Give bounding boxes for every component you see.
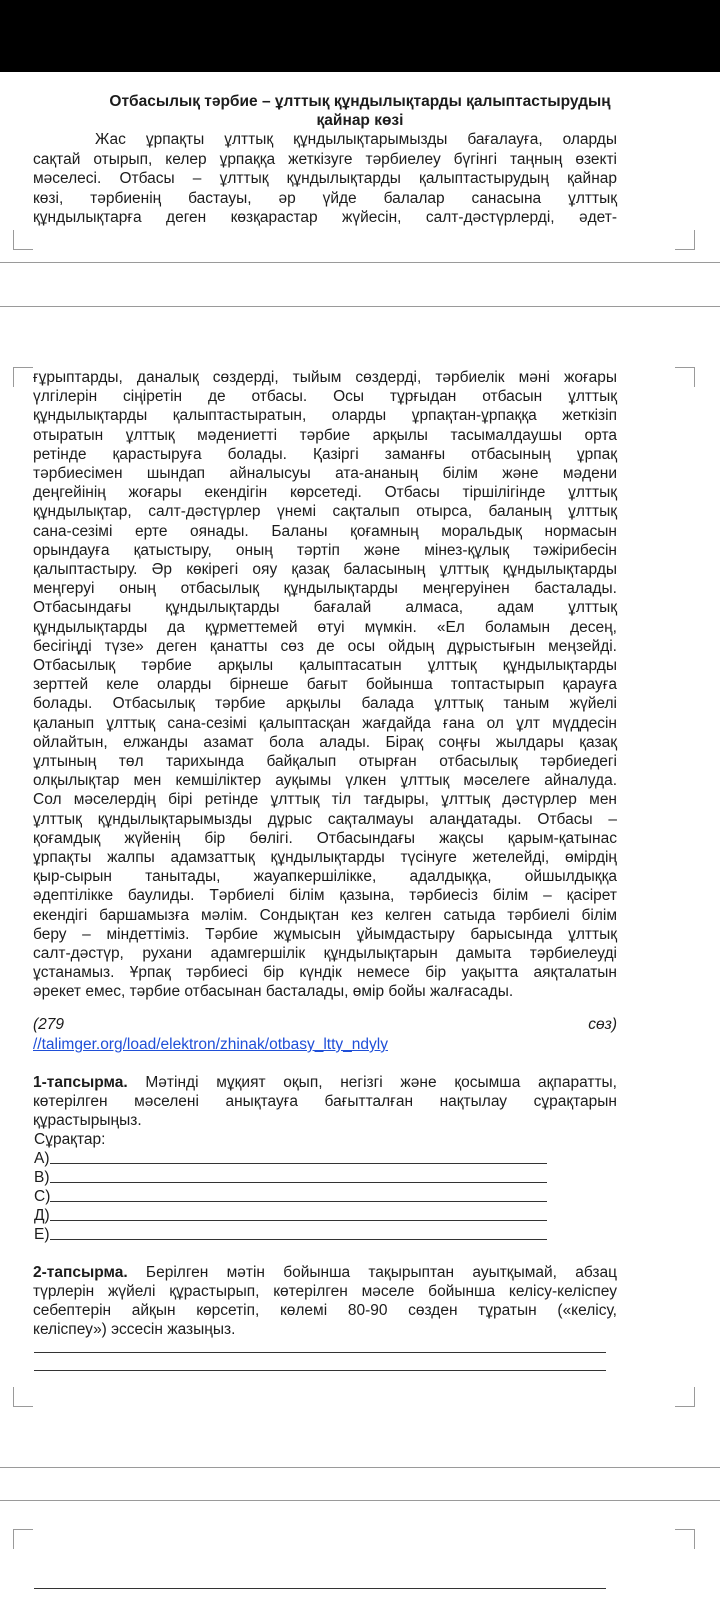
task1-line2: көтерілген мәселені анықтауға бағытталған нақтылау сұрақтарын (33, 1093, 617, 1110)
answer-blank-c[interactable] (50, 1201, 547, 1202)
paragraph-line: құндылықтарды қалыптастыратын, оларды ұрпақтан-ұрпаққа жеткізіп (33, 407, 617, 425)
task1-label: 1-тапсырма. (33, 1074, 128, 1091)
paragraph-line: қыр-сырын танытады, жауапкершілікке, адалдыққа, ойшылдыққа (33, 868, 617, 886)
paragraph-line: болады. Отбасылық тәрбие арқылы балада ұлттық таным жүйелі (33, 695, 617, 713)
paragraph-line: зерттей келе оларды бірнеше бағыт бойынша топтастырып қарауға (33, 676, 617, 694)
task2-line2: түрлерін жүйелі құрастырып, көтерілген мәселе бойынша келісу-келіспеу (33, 1283, 617, 1300)
answer-label-c: С) (34, 1188, 51, 1205)
answer-label-a: А) (34, 1150, 50, 1167)
paragraph-line: құндылықтарға деген көзқарастар жүйесін, салт-дәстүрлерді, әдет- (33, 209, 617, 226)
task2-text: Берілген мәтін бойынша тақырыптан ауытқымай, абзац (127, 1264, 617, 1281)
paragraph-line: ұстанамыз. Ұрпақ тәрбиесі бір күндік немесе бір уақытта аяқталатын (33, 964, 617, 982)
paragraph-line: үлгілерін сіңіретін де отбасы. Осы тұрғыдан отбасын ұлттық (33, 388, 617, 406)
paragraph-line: беру – міндеттіміз. Тәрбие жұмысын ұйымдастыру барысында ұлттық (33, 925, 617, 943)
paragraph-line: салт-дәстүр, рухани адамгершілік құндылықтарын дамыта тәрбиелеуді (33, 945, 617, 962)
paragraph-line: мәселесі. Отбасы – ұлттық құндылықтарды қалыптастырудың қайнар (33, 170, 617, 187)
page-corner-mark (13, 1529, 33, 1549)
page-bottom-edge (0, 262, 720, 263)
task2-line4: келіспеу») эссесін жазыңыз. (33, 1321, 236, 1338)
task2-label: 2-тапсырма. (33, 1264, 128, 1281)
paragraph-line: қалыптастыру. Әр көкірегі ояу қазақ баласының ұлттық құндылықтарды (33, 561, 617, 578)
paragraph-line: екендігі баршамызға мәлім. Сондықтан кез келген сатыда тәрбиелі білім (33, 906, 617, 924)
paragraph-line: олқылықтар мен кемшіліктер ауқымы үлкен ұлттық мәселеге айналуда. (33, 772, 617, 790)
answer-label-e: Е) (34, 1226, 50, 1243)
source-link[interactable]: //talimger.org/load/elektron/zhinak/otbasy_ltty_ndyly (33, 1036, 388, 1053)
page-bottom-edge (0, 1467, 720, 1468)
paragraph-line: сана-сезімі ерте оянады. Баланы қоғамның моральдық нормасын (33, 522, 617, 540)
paragraph-line: бесігіңді түзе» деген қанатты сөз де осы ойдың дұрыстығын меңзейді. (33, 637, 617, 655)
essay-blank-line[interactable] (34, 1352, 606, 1353)
word-count: (279 сөз) (33, 1016, 617, 1033)
paragraph-line: қаланып ұлттық сана-сезімі қалыптасқан жағдайда ғана ол ұлт мүддесін (33, 714, 617, 732)
paragraph-line: Отбасылық тәрбие арқылы қалыптасатын ұлттық құндылықтарды (33, 657, 617, 674)
answer-blank-d[interactable] (50, 1220, 547, 1221)
paragraph-line: көзі, тәрбиенің бастауы, әр үйде балалар санасына ұлттық (33, 190, 617, 207)
page-top-edge (0, 1500, 720, 1501)
paragraph-line: ұлттық құндылықтарымызды дұрыс сақталмауы алаңдатады. Отбасы – (33, 810, 617, 828)
answer-blank-b[interactable] (50, 1182, 547, 1183)
status-bar (0, 0, 720, 72)
essay-blank-line[interactable] (34, 1370, 606, 1371)
task2-line3: себептерін айқын көрсетіп, көлемі 80-90 сөзден тұратын («келісу, (33, 1302, 617, 1319)
task1-line3: құрастырыңыз. (33, 1112, 142, 1129)
paragraph-line: Жас ұрпақты ұлттық құндылықтарымызды бағалауға, оларды (95, 131, 617, 148)
paragraph-line: Отбасындағы құндылықтарды бағалай алмаса, адам ұлттық (33, 599, 617, 617)
paragraph-line: ойлайтын, елжанды азамат бола алады. Бірақ соңғы жылдары қазақ (33, 733, 617, 751)
paragraph-line: отыратын ұлттық мәдениетті тәрбие арқылы тасымалдаушы орта (33, 426, 617, 444)
paragraph-line: тәрбиесімен шындап айналысуы ата-ананың білім және мәдени (33, 465, 617, 482)
page-corner-mark (675, 230, 695, 250)
paragraph-line: ретінде қарастыруға болады. Қазіргі заманғы отбасының ұрпақ (33, 445, 617, 463)
paragraph-line: ғұрыптарды, даналық сөздерді, тыйым сөздерді, тәрбиелік мәні жоғары (33, 369, 617, 386)
paragraph-line: сақтай отырып, келер ұрпаққа жеткізуге тәрбиелеу бүгінгі таңның өзекті (33, 151, 617, 168)
paragraph-line: қоғамдық жүйенің бір бөлігі. Отбасындағы жақсы қарым-қатынас (33, 829, 617, 847)
paragraph-line: ұрпақты жалпы адамзаттық құндылықтарды түсінуге жетелейді, өмірдің (33, 849, 617, 866)
page-corner-mark (675, 1387, 695, 1407)
page-corner-mark (675, 1529, 695, 1549)
answer-blank-e[interactable] (50, 1239, 547, 1240)
document-title-line1: Отбасылық тәрбие – ұлттық құндылықтарды қалыптастырудың (109, 93, 611, 110)
paragraph-line: әдептілікке баулиды. Тәрбиелі білім қазына, тәрбиесіз білім – қасірет (33, 887, 617, 905)
paragraph-line: әрекет емес, тәрбие отбасынан басталады, өмір бойы жалғасады. (33, 983, 514, 1001)
task1-text: Мәтінді мұқият оқып, негізгі және қосымша ақпаратты, (127, 1074, 617, 1091)
answer-label-d: Д) (34, 1207, 50, 1224)
paragraph-line: деңгейінің жоғары екендігін көрсетеді. Отбасы тіршілігінде ұлттық (33, 484, 617, 502)
page-corner-mark (13, 1387, 33, 1407)
paragraph-line: құндылықтар, салт-дәстүрлер үнемі сақталып отырса, баланың ұлттық (33, 503, 617, 521)
page3-blank-line[interactable] (34, 1588, 606, 1589)
document-title-line2: қайнар көзі (316, 112, 404, 129)
page-corner-mark (13, 367, 33, 387)
task1-line1 (33, 1073, 617, 1093)
page-top-edge (0, 306, 720, 307)
answer-label-b: В) (34, 1169, 50, 1186)
task2-line1 (33, 1263, 617, 1283)
page-corner-mark (13, 230, 33, 250)
paragraph-line: меңгеруі оның отбасылық құндылықтарды меңгеруінен басталады. (33, 580, 617, 598)
paragraph-line: ұлтының төл тарихында байқалып отырған отбасылық тәрбиедегі (33, 753, 617, 770)
questions-label: Сұрақтар: (34, 1131, 106, 1148)
answer-blank-a[interactable] (50, 1163, 547, 1164)
page-corner-mark (675, 367, 695, 387)
paragraph-line: орындауға қатыстыру, оның тәртіп және мінез-құлық тәжірибесін (33, 541, 617, 559)
paragraph-line: құндылықтарды да құрметтемей өтуі мүмкін. «Ел боламын десең, (33, 618, 617, 636)
paragraph-line: Сол мәселердің бірі ретінде ұлттық тіл тағдыры, ұлттық дәстүрлер мен (33, 791, 617, 809)
